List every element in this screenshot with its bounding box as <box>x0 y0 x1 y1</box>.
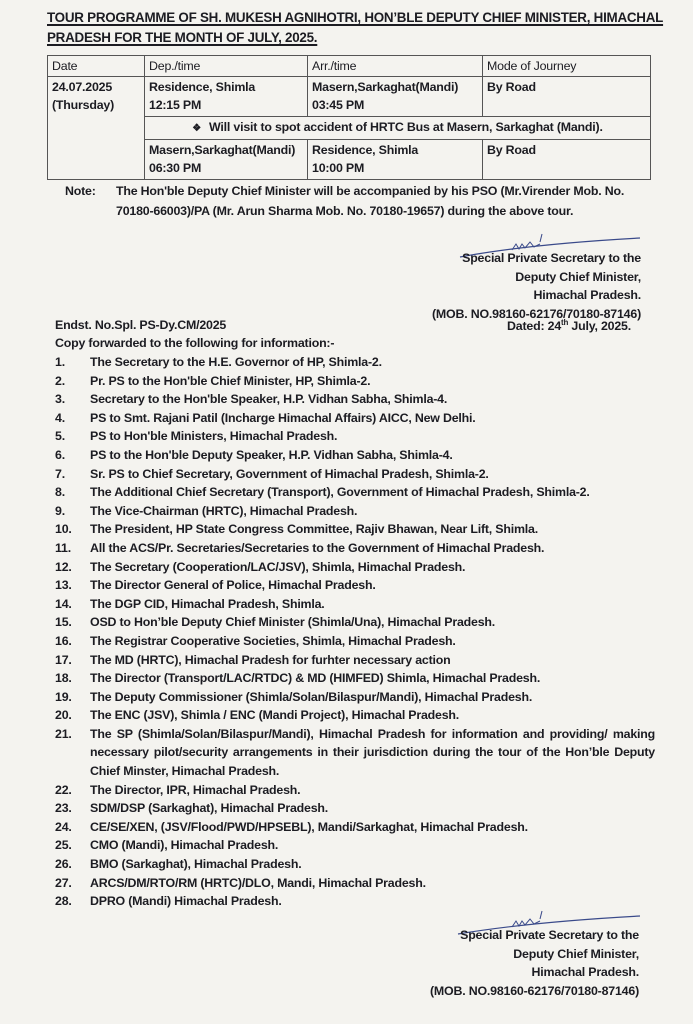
recipient-text: The Director, IPR, Himachal Pradesh. <box>90 782 301 797</box>
recipient-number: 21. <box>55 726 72 741</box>
tour-date: 24.07.2025 <box>52 80 113 94</box>
dated-suffix-sup: th <box>561 318 569 327</box>
recipient-number: 19. <box>55 689 72 704</box>
header-mode: Mode of Journey <box>483 56 651 77</box>
recipient-item <box>55 409 655 428</box>
leg1-mode: By Road <box>483 77 651 117</box>
recipient-number: 17. <box>55 652 72 667</box>
leg1-arrival-place: Masern,Sarkaghat(Mandi) <box>312 80 459 94</box>
recipient-number: 22. <box>55 782 72 797</box>
recipient-text: The MD (HRTC), Himachal Pradesh for furhter necessary action <box>90 652 451 667</box>
recipient-item <box>55 539 655 558</box>
endorsement-block <box>55 316 334 352</box>
recipient-text: The SP (Shimla/Solan/Bilaspur/Mandi), Himachal Pradesh for information and providing/ making necessary pilot/security arrangements in their jurisdiction during the tour of the Hon’ble Deputy Chief Minster, Himachal Pradesh. <box>90 726 655 779</box>
recipient-text: The DGP CID, Himachal Pradesh, Shimla. <box>90 596 325 611</box>
copy-forwarded-text: Copy forwarded to the following for information:- <box>55 336 335 350</box>
signatory-mobile: (MOB. NO.98160-62176/70180-87146) <box>432 306 641 321</box>
recipient-text: The Registrar Cooperative Societies, Shimla, Himachal Pradesh. <box>90 633 456 648</box>
recipient-number: 20. <box>55 708 72 723</box>
recipient-text: The Secretary to the H.E. Governor of HP, Shimla-2. <box>90 355 382 369</box>
date-cell <box>48 77 145 180</box>
leg1-arrival-time: 03:45 PM <box>312 98 365 112</box>
recipient-text: The Additional Chief Secretary (Transport), Government of Himachal Pradesh, Shimla-2. <box>90 485 590 500</box>
note-block <box>65 181 655 221</box>
recipient-number: 23. <box>55 801 72 816</box>
recipient-number: 8. <box>55 485 65 500</box>
recipients-list <box>55 353 655 911</box>
recipient-number: 9. <box>55 503 65 518</box>
recipient-item <box>55 595 655 614</box>
recipient-item <box>55 372 655 391</box>
recipient-number: 3. <box>55 392 65 407</box>
recipient-item <box>55 558 655 577</box>
endorsement-number: Endst. No.Spl. PS-Dy.CM/2025 <box>55 318 227 332</box>
recipient-number: 4. <box>55 410 65 425</box>
visit-note: Will visit to spot accident of HRTC Bus at Masern, Sarkaghat (Mandi). <box>209 120 603 134</box>
recipient-text: BMO (Sarkaghat), Himachal Pradesh. <box>90 857 302 872</box>
leg2-departure-place: Masern,Sarkaghat(Mandi) <box>149 143 296 157</box>
recipient-item <box>55 502 655 521</box>
tour-table <box>47 55 651 180</box>
recipient-item <box>55 390 655 409</box>
signature-block-2 <box>430 926 639 1000</box>
dated-line <box>507 318 631 333</box>
recipient-item <box>55 799 655 818</box>
recipient-number: 5. <box>55 429 65 444</box>
recipient-number: 26. <box>55 857 72 872</box>
recipient-text: The Director General of Police, Himachal Pradesh. <box>90 578 376 593</box>
note-label: Note: <box>65 184 96 198</box>
recipient-number: 1. <box>55 355 65 369</box>
recipient-text: The Secretary (Cooperation/LAC/JSV), Shimla, Himachal Pradesh. <box>90 559 466 574</box>
recipient-text: PS to Hon'ble Ministers, Himachal Pradesh. <box>90 429 338 444</box>
recipient-item <box>55 576 655 595</box>
recipient-number: 28. <box>55 894 72 909</box>
dated-month-year: July, 2025. <box>568 319 631 334</box>
recipient-text: CMO (Mandi), Himachal Pradesh. <box>90 838 279 853</box>
recipient-text: PS to Smt. Rajani Patil (Incharge Himachal Affairs) AICC, New Delhi. <box>90 410 476 425</box>
recipient-text: The Director (Transport/LAC/RTDC) & MD (HIMFED) Shimla, Himachal Pradesh. <box>90 671 541 686</box>
leg1-departure-place: Residence, Shimla <box>149 80 256 94</box>
recipient-item <box>55 483 655 502</box>
tour-day: (Thursday) <box>52 98 115 112</box>
recipient-text: The Deputy Commissioner (Shimla/Solan/Bilaspur/Mandi), Himachal Pradesh. <box>90 689 533 704</box>
signatory-office: Deputy Chief Minister, <box>515 269 641 284</box>
recipient-item <box>55 855 655 874</box>
recipient-text: SDM/DSP (Sarkaghat), Himachal Pradesh. <box>90 801 328 816</box>
recipient-item <box>55 613 655 632</box>
recipient-item <box>55 427 655 446</box>
recipient-item <box>55 353 655 372</box>
visit-note-cell <box>145 117 651 140</box>
leg2-mode: By Road <box>483 140 651 180</box>
recipient-number: 6. <box>55 447 65 462</box>
header-arrival: Arr./time <box>308 56 483 77</box>
recipient-item <box>55 781 655 800</box>
table-row <box>48 77 651 117</box>
recipient-text: The ENC (JSV), Shimla / ENC (Mandi Project), Himachal Pradesh. <box>90 708 460 723</box>
recipient-item <box>55 725 655 781</box>
recipient-item <box>55 836 655 855</box>
recipient-item <box>55 688 655 707</box>
signatory-title: Special Private Secretary to the <box>462 251 641 265</box>
leg2-arrival-place: Residence, Shimla <box>312 143 419 157</box>
leg1-departure-cell <box>145 77 308 117</box>
recipient-text: ARCS/DM/RTO/RM (HRTC)/DLO, Mandi, Himachal Pradesh. <box>90 875 426 890</box>
recipient-number: 25. <box>55 838 72 853</box>
leg2-arrival-cell <box>308 140 483 180</box>
recipient-text: CE/SE/XEN, (JSV/Flood/PWD/HPSEBL), Mandi/Sarkaghat, Himachal Pradesh. <box>90 819 528 834</box>
recipient-number: 14. <box>55 596 72 611</box>
recipient-number: 15. <box>55 615 72 630</box>
recipient-number: 18. <box>55 671 72 686</box>
recipient-item <box>55 706 655 725</box>
recipient-text: PS to the Hon'ble Deputy Speaker, H.P. Vidhan Sabha, Shimla-4. <box>90 447 453 462</box>
signature-block <box>432 249 641 323</box>
document-title: TOUR PROGRAMME OF SH. MUKESH AGNIHOTRI, HON’BLE DEPUTY CHIEF MINISTER, HIMACHAL PRADESH FOR THE MONTH OF JULY, 2025. <box>47 10 664 45</box>
recipient-item <box>55 465 655 484</box>
recipient-number: 16. <box>55 633 72 648</box>
leg2-arrival-time: 10:00 PM <box>312 161 365 175</box>
leg2-departure-time: 06:30 PM <box>149 161 202 175</box>
recipient-number: 27. <box>55 875 72 890</box>
recipient-text: Pr. PS to the Hon'ble Chief Minister, HP, Shimla-2. <box>90 373 371 388</box>
signatory-title: Special Private Secretary to the <box>460 928 639 942</box>
signatory-office: Deputy Chief Minister, <box>513 946 639 961</box>
recipient-text: Secretary to the Hon'ble Speaker, H.P. Vidhan Sabha, Shimla-4. <box>90 392 448 407</box>
recipient-item <box>55 520 655 539</box>
recipient-text: The President, HP State Congress Committee, Rajiv Bhawan, Near Lift, Shimla. <box>90 522 538 537</box>
header-date: Date <box>48 56 145 77</box>
recipient-number: 10. <box>55 522 72 537</box>
recipient-number: 7. <box>55 466 65 481</box>
table-header-row <box>48 56 651 77</box>
leg1-departure-time: 12:15 PM <box>149 98 202 112</box>
recipient-number: 13. <box>55 578 72 593</box>
header-departure: Dep./time <box>145 56 308 77</box>
leg1-arrival-cell <box>308 77 483 117</box>
recipient-number: 24. <box>55 819 72 834</box>
recipient-text: DPRO (Mandi) Himachal Pradesh. <box>90 894 282 909</box>
signatory-mobile: (MOB. NO.98160-62176/70180-87146) <box>430 983 639 998</box>
recipient-text: OSD to Hon’ble Deputy Chief Minister (Shimla/Una), Himachal Pradesh. <box>90 615 495 630</box>
recipient-item <box>55 874 655 893</box>
recipient-number: 2. <box>55 373 65 388</box>
recipient-item <box>55 818 655 837</box>
recipient-item <box>55 669 655 688</box>
dated-prefix: Dated: 24 <box>507 319 562 334</box>
note-text: The Hon'ble Deputy Chief Minister will be accompanied by his PSO (Mr.Virender Mob. No. 70180-66003)/PA (Mr. Arun Sharma Mob. No. 70180-19657) during the above tour. <box>116 184 625 218</box>
signatory-state: Himachal Pradesh. <box>531 965 639 979</box>
recipient-text: Sr. PS to Chief Secretary, Government of Himachal Pradesh, Shimla-2. <box>90 466 489 481</box>
recipient-item <box>55 632 655 651</box>
recipient-number: 11. <box>55 540 71 555</box>
recipient-number: 12. <box>55 559 72 574</box>
diamond-bullet-icon: ❖ <box>192 123 202 134</box>
leg2-departure-cell <box>145 140 308 180</box>
recipient-text: All the ACS/Pr. Secretaries/Secretaries to the Government of Himachal Pradesh. <box>90 540 545 555</box>
signatory-state: Himachal Pradesh. <box>533 288 641 302</box>
recipient-item <box>55 446 655 465</box>
recipient-text: The Vice-Chairman (HRTC), Himachal Pradesh. <box>90 503 358 518</box>
recipient-item <box>55 651 655 670</box>
